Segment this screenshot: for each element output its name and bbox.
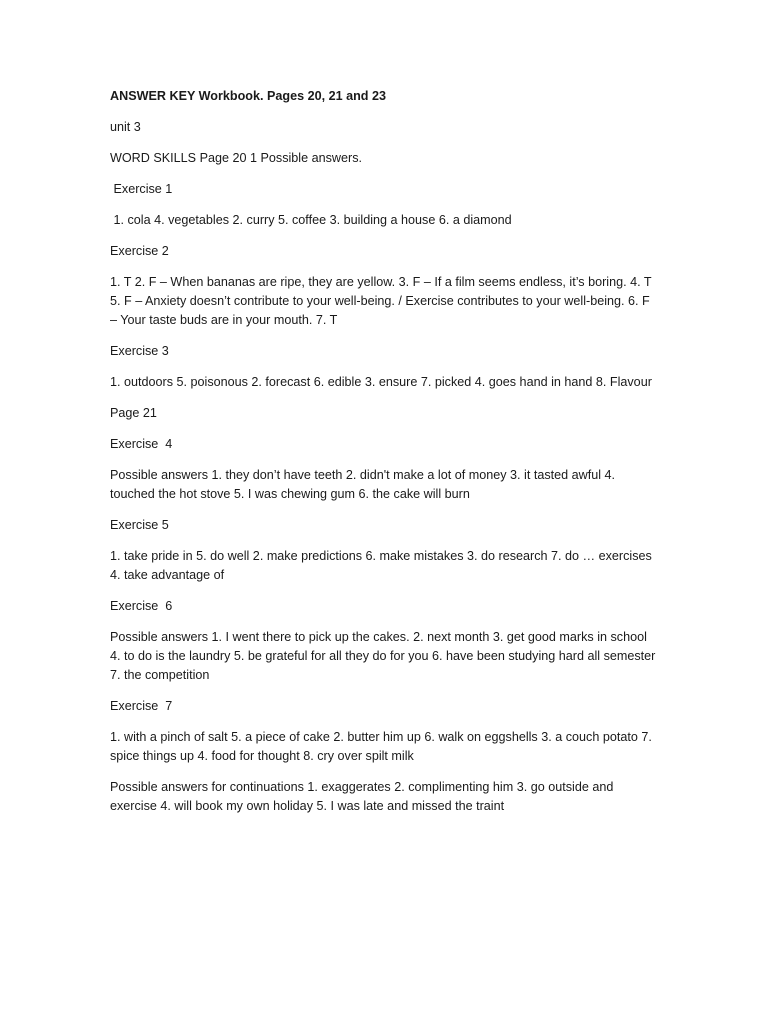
document-body (110, 87, 658, 828)
continuations-answers: Possible answers for continuations 1. exaggerates 2. complimenting him 3. go outside and exercise 4. will book my own holiday 5. I was late and missed the traint (110, 780, 614, 813)
document-title: ANSWER KEY Workbook. Pages 20, 21 and 23 (110, 89, 386, 103)
exercise-6-heading: Exercise 6 (110, 599, 173, 613)
word-skills-heading: WORD SKILLS Page 20 1 Possible answers. (110, 151, 362, 165)
exercise-3-answers: 1. outdoors 5. poisonous 2. forecast 6. edible 3. ensure 7. picked 4. goes hand in hand 8. Flavour (110, 375, 652, 389)
exercise-4-answers: Possible answers 1. they don’t have teeth 2. didn't make a lot of money 3. it tasted awful 4. touched the hot stove 5. I was chewing gum 6. the cake will burn (110, 468, 616, 501)
exercise-7-answers: 1. with a pinch of salt 5. a piece of cake 2. butter him up 6. walk on eggshells 3. a couch potato 7. spice things up 4. food for thought 8. cry over spilt milk (110, 730, 652, 763)
unit-label: unit 3 (110, 120, 141, 134)
exercise-2-answers: 1. T 2. F – When bananas are ripe, they are yellow. 3. F – If a film seems endless, it’s boring. 4. T 5. F – Anxiety doesn’t contribute to your well-being. / Exercise contributes to your well-being. 6. F – Your taste buds are in your mouth. 7. T (110, 275, 652, 327)
exercise-1-answers: 1. cola 4. vegetables 2. curry 5. coffee 3. building a house 6. a diamond (110, 213, 512, 227)
exercise-4-heading: Exercise 4 (110, 437, 173, 451)
exercise-7-heading: Exercise 7 (110, 699, 173, 713)
exercise-2-heading: Exercise 2 (110, 244, 169, 258)
exercise-5-answers: 1. take pride in 5. do well 2. make predictions 6. make mistakes 3. do research 7. do … exercises 4. take advantage of (110, 549, 652, 582)
exercise-6-answers: Possible answers 1. I went there to pick up the cakes. 2. next month 3. get good marks in school 4. to do is the laundry 5. be grateful for all they do for you 6. have been studying hard all semester 7. the competition (110, 630, 656, 682)
exercise-3-heading: Exercise 3 (110, 344, 169, 358)
exercise-5-heading: Exercise 5 (110, 518, 169, 532)
exercise-1-heading: Exercise 1 (110, 182, 173, 196)
page-21-heading: Page 21 (110, 406, 157, 420)
